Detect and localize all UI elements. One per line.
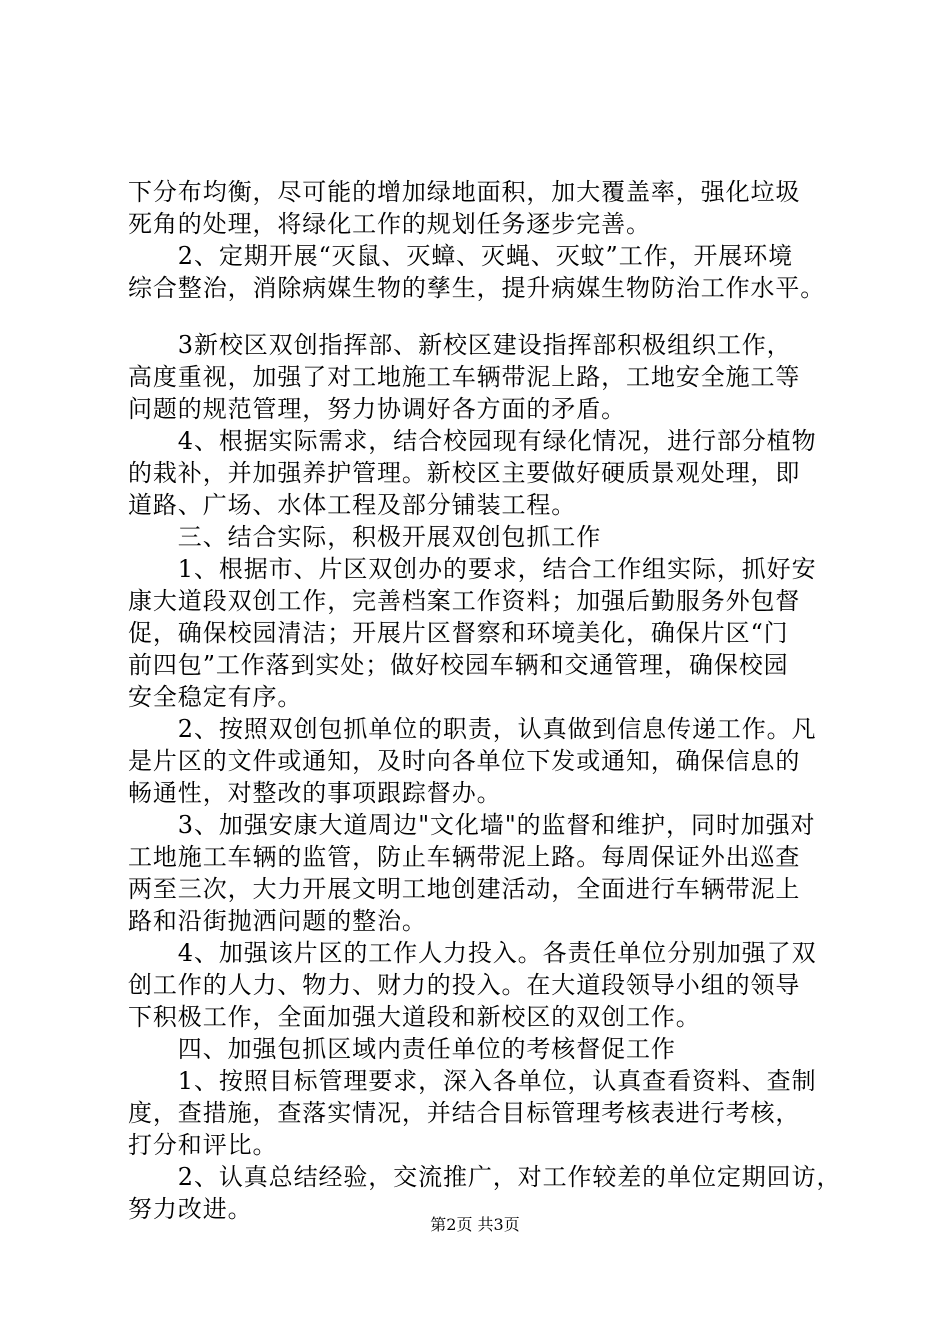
text-line: 道路、广场、水体工程及部分铺装工程。 [128, 491, 577, 519]
text-line: 下分布均衡，尽可能的增加绿地面积，加大覆盖率，强化垃圾 [128, 178, 801, 206]
text-line: 路和沿街抛洒问题的整治。 [128, 907, 427, 935]
text-line: 度，查措施，查落实情况，并结合目标管理考核表进行考核， [128, 1099, 801, 1127]
section-heading: 三、结合实际，积极开展双创包抓工作 [128, 523, 602, 551]
text-line: 两至三次，大力开展文明工地创建活动，全面进行车辆带泥上 [128, 875, 801, 903]
text-line: 1、按照目标管理要求，深入各单位，认真查看资料、查制 [128, 1067, 817, 1095]
text-line: 的栽补，并加强养护管理。新校区主要做好硬质景观处理，即 [128, 459, 801, 487]
text-line: 2、按照双创包抓单位的职责，认真做到信息传递工作。凡 [128, 715, 817, 743]
text-line: 4、加强该片区的工作人力投入。各责任单位分别加强了双 [128, 939, 817, 967]
text-line: 2、认真总结经验，交流推广，对工作较差的单位定期回访， [128, 1163, 842, 1191]
text-line: 死角的处理，将绿化工作的规划任务逐步完善。 [128, 210, 651, 238]
text-line: 综合整治，消除病媒生物的孳生，提升病媒生物防治工作水平。 [128, 274, 826, 302]
text-line: 高度重视，加强了对工地施工车辆带泥上路，工地安全施工等 [128, 363, 801, 391]
text-line: 努力改进。 [128, 1195, 253, 1223]
text-line: 是片区的文件或通知，及时向各单位下发或通知，确保信息的 [128, 747, 801, 775]
text-line: 1、根据市、片区双创办的要求，结合工作组实际，抓好安 [128, 555, 817, 583]
text-line: 问题的规范管理，努力协调好各方面的矛盾。 [128, 395, 626, 423]
text-line: 促，确保校园清洁；开展片区督察和环境美化，确保片区“门 [128, 619, 789, 647]
text-line: 3新校区双创指挥部、新校区建设指挥部积极组织工作， [128, 331, 792, 359]
text-line: 工地施工车辆的监管，防止车辆带泥上路。每周保证外出巡查 [128, 843, 801, 871]
page-footer: 第2页 共3页 [430, 1215, 520, 1234]
text-line: 2、定期开展“灭鼠、灭蟑、灭蝇、灭蚊”工作，开展环境 [128, 242, 794, 270]
section-heading: 四、加强包抓区域内责任单位的考核督促工作 [128, 1035, 676, 1063]
text-line: 安全稳定有序。 [128, 683, 303, 711]
text-line: 康大道段双创工作，完善档案工作资料；加强后勤服务外包督 [128, 587, 801, 615]
text-line: 3、加强安康大道周边"文化墙"的监督和维护，同时加强对 [128, 811, 816, 839]
text-line: 4、根据实际需求，结合校园现有绿化情况，进行部分植物 [128, 427, 817, 455]
text-line: 前四包”工作落到实处；做好校园车辆和交通管理，确保校园 [128, 651, 789, 679]
text-line: 打分和评比。 [128, 1131, 278, 1159]
text-line: 下积极工作，全面加强大道段和新校区的双创工作。 [128, 1003, 701, 1031]
text-line: 畅通性，对整改的事项跟踪督办。 [128, 779, 502, 807]
text-line: 创工作的人力、物力、财力的投入。在大道段领导小组的领导 [128, 971, 801, 999]
